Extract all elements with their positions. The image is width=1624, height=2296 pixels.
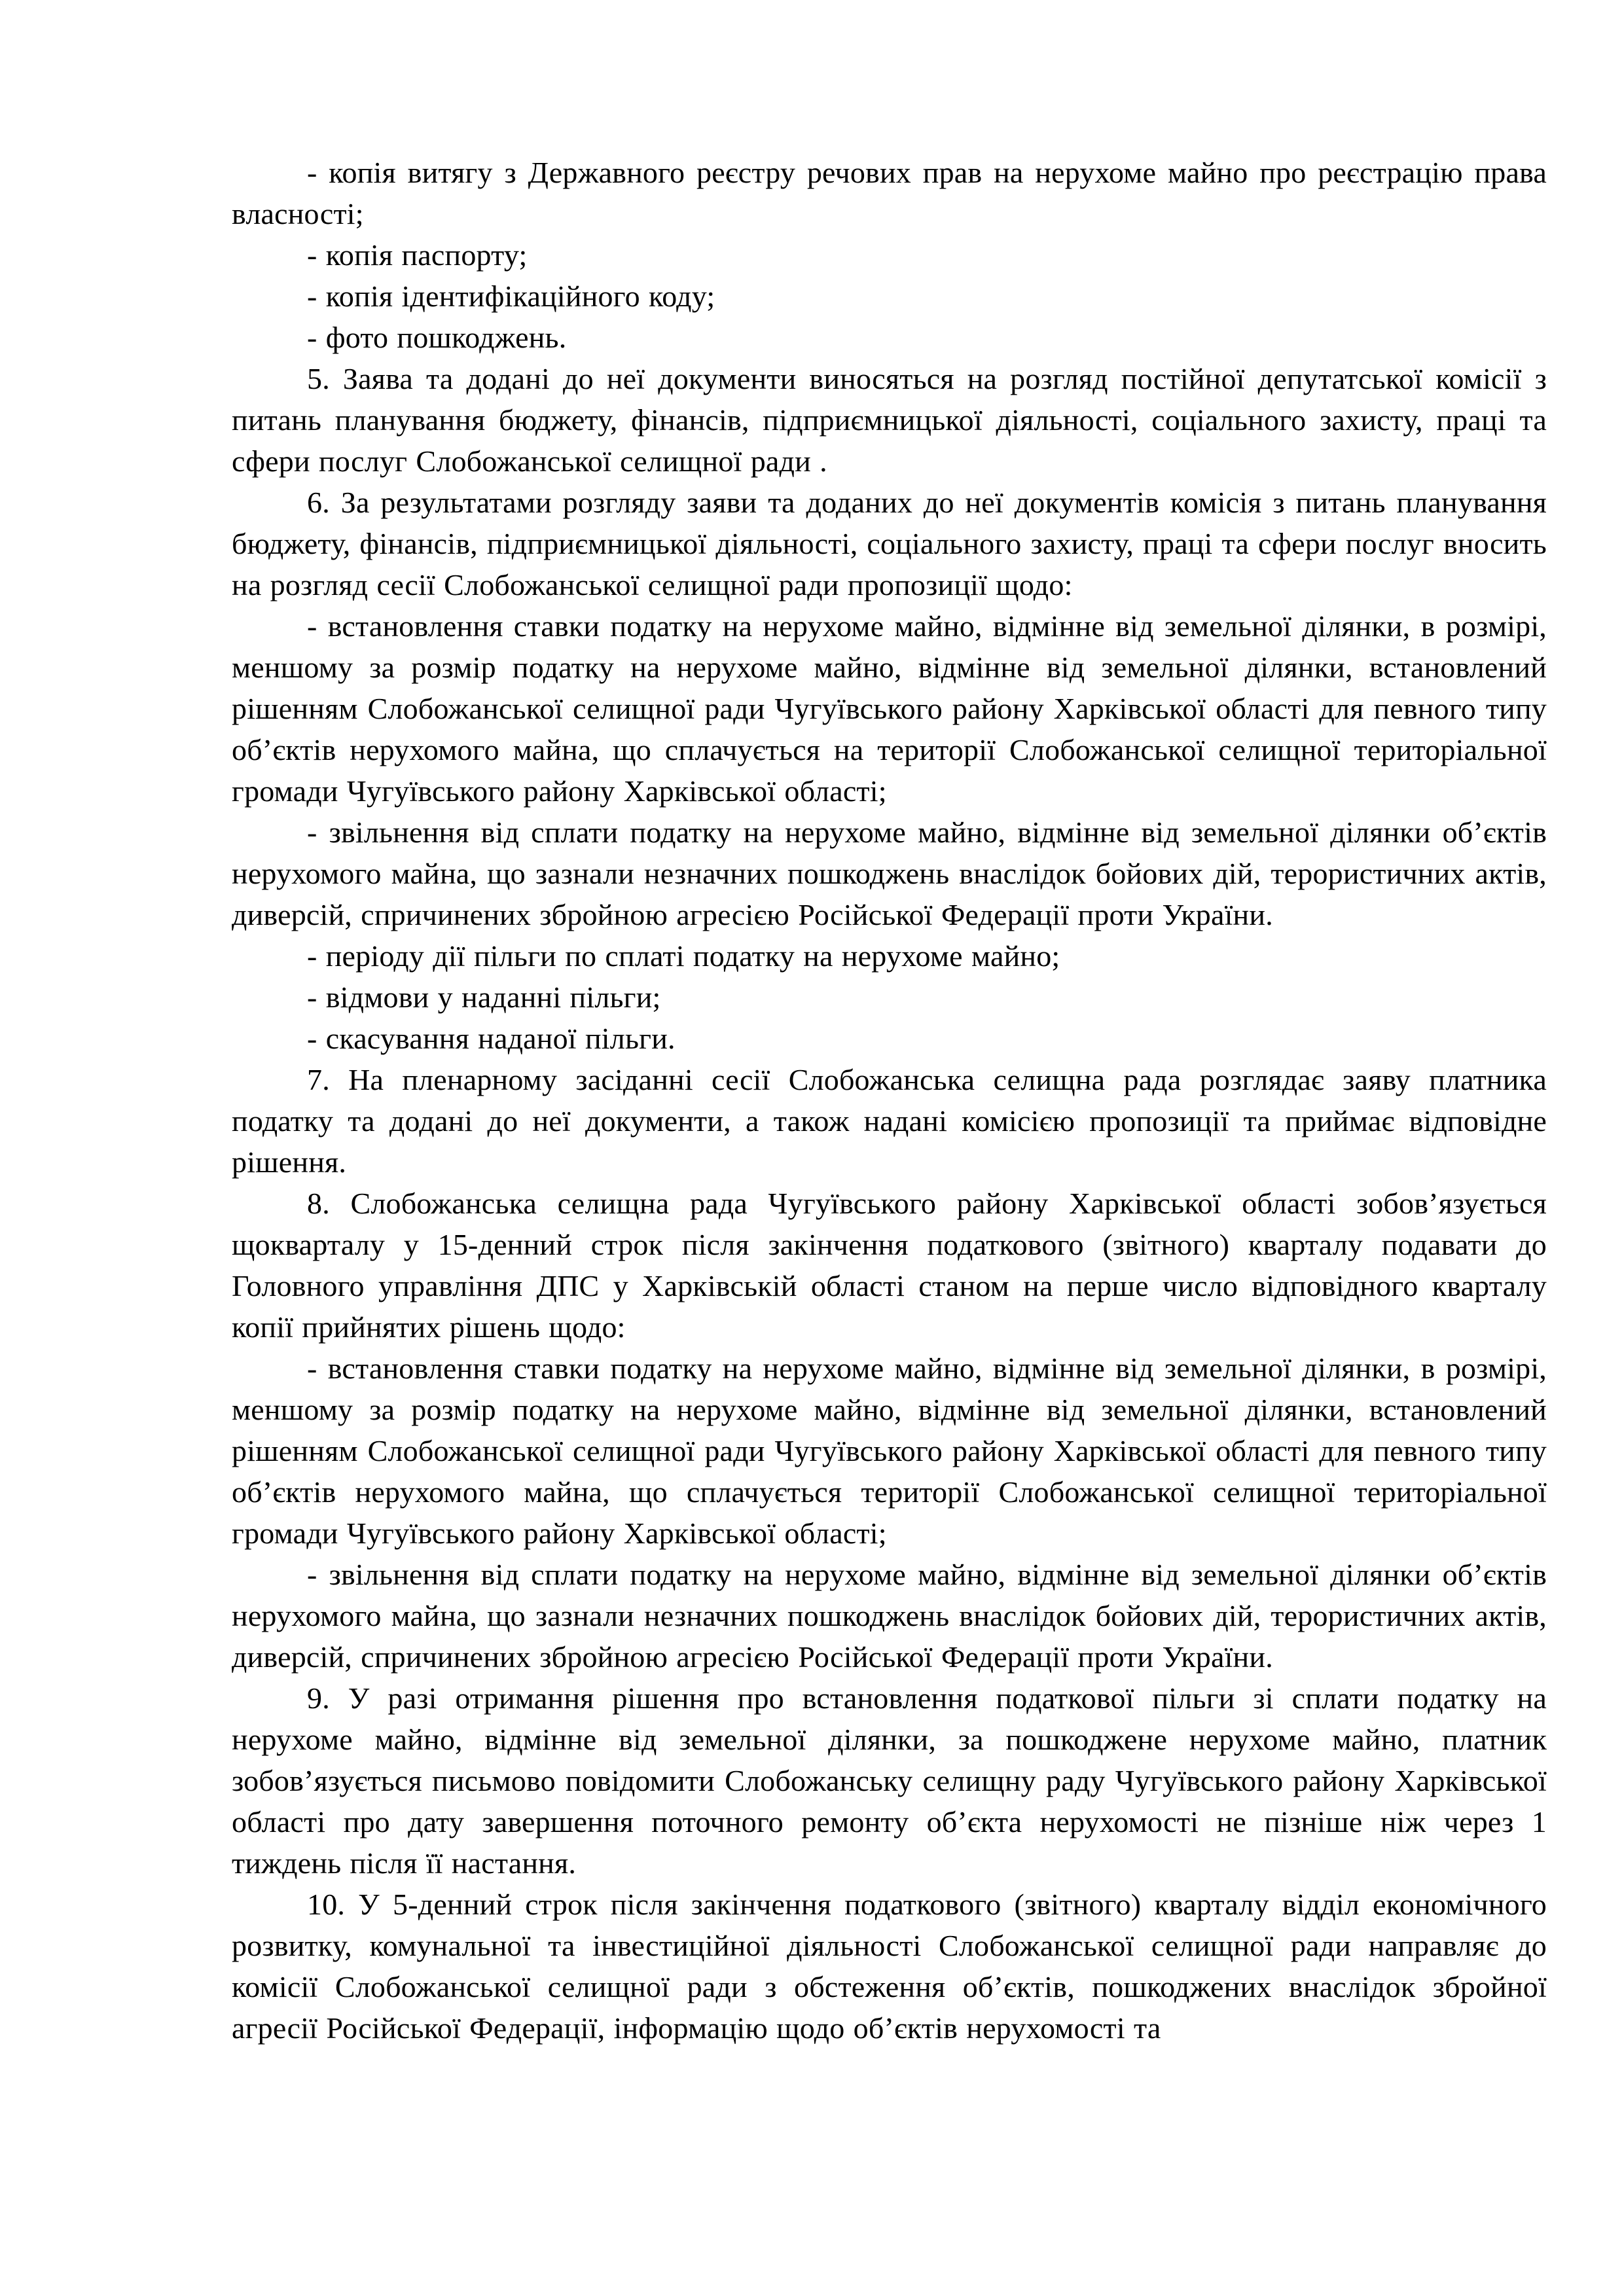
list-item-copy-extract: - копія витягу з Державного реєстру речових прав на нерухоме майно про реєстрацію права власності; — [232, 156, 1547, 230]
paragraph-9: 9. У разі отримання рішення про встановлення податкової пільги зі сплати податку на нерухоме майно, відмінне від земельної ділянки, за пошкоджене нерухоме майно, платник зобов’язується письмово повідомити Слобожанську селищну раду Чугуївського району Харківської області про дату завершення поточного ремонту об’єкта нерухомості не пізніше ніж через 1 тиждень після її настання. — [232, 1681, 1547, 1880]
list-item-tax-rate: - встановлення ставки податку на нерухоме майно, відмінне від земельної ділянки, в розмірі, меншому за розмір податку на нерухоме майно, відмінне від земельної ділянки, встановлений рішенням Слобожанської селищної ради Чугуївського району Харківської області для певного типу об’єктів нерухомого майна, що сплачується на території Слобожанської селищної територіальної громади Чугуївського району Харківської області; — [232, 609, 1547, 808]
list-item-benefit-cancel: - скасування наданої пільги. — [307, 1022, 676, 1055]
document-body — [232, 152, 1547, 2049]
list-item-benefit-period: - періоду дії пільги по сплаті податку на нерухоме майно; — [307, 939, 1060, 973]
list-item-copy-passport: - копія паспорту; — [307, 238, 528, 272]
paragraph-5: 5. Заява та додані до неї документи виносяться на розгляд постійної депутатської комісії з питань планування бюджету, фінансів, підприємницької діяльності, соціального захисту, праці та сфери послуг Слобожанської селищної ради . — [232, 362, 1547, 478]
list-item-tax-exemption: - звільнення від сплати податку на нерухоме майно, відмінне від земельної ділянки об’єктів нерухомого майна, що зазнали незначних пошкоджень внаслідок бойових дій, терористичних актів, диверсій, спричинених збройною агресією Російської Федерації проти України. — [232, 816, 1547, 931]
paragraph-7: 7. На пленарному засіданні сесії Слобожанська селищна рада розглядає заяву платника податку та додані до неї документи, а також надані комісією пропозиції та приймає відповідне рішення. — [232, 1063, 1547, 1179]
paragraph-6: 6. За результатами розгляду заяви та доданих до неї документів комісія з питань планування бюджету, фінансів, підприємницької діяльності, соціального захисту, праці та сфери послуг вносить на розгляд сесії Слобожанської селищної ради пропозиції щодо: — [232, 486, 1547, 601]
paragraph-8: 8. Слобожанська селищна рада Чугуївського району Харківської області зобов’язується щокварталу у 15-денний строк після закінчення податкового (звітного) кварталу подавати до Головного управління ДПС у Харківській області станом на перше число відповідного кварталу копії прийнятих рішень щодо: — [232, 1187, 1547, 1344]
list-item-copy-id-code: - копія ідентифікаційного коду; — [307, 279, 715, 313]
list-item-damage-photos: - фото пошкоджень. — [307, 321, 567, 354]
list-item-tax-rate-2: - встановлення ставки податку на нерухоме майно, відмінне від земельної ділянки, в розмірі, меншому за розмір податку на нерухоме майно, відмінне від земельної ділянки, встановлений рішенням Слобожанської селищної ради Чугуївського району Харківської області для певного типу об’єктів нерухомого майна, що сплачується території Слобожанської селищної територіальної громади Чугуївського району Харківської області; — [232, 1352, 1547, 1550]
paragraph-10: 10. У 5-денний строк після закінчення податкового (звітного) кварталу відділ економічного розвитку, комунальної та інвестиційної діяльності Слобожанської селищної ради направляє до комісії Слобожанської селищної ради з обстеження об’єктів, пошкоджених внаслідок збройної агресії Російської Федерації, інформацію щодо об’єктів нерухомості та — [232, 1888, 1547, 2045]
list-item-tax-exemption-2: - звільнення від сплати податку на нерухоме майно, відмінне від земельної ділянки об’єктів нерухомого майна, що зазнали незначних пошкоджень внаслідок бойових дій, терористичних актів, диверсій, спричинених збройною агресією Російської Федерації проти України. — [232, 1558, 1547, 1674]
list-item-benefit-refusal: - відмови у наданні пільги; — [307, 980, 661, 1014]
